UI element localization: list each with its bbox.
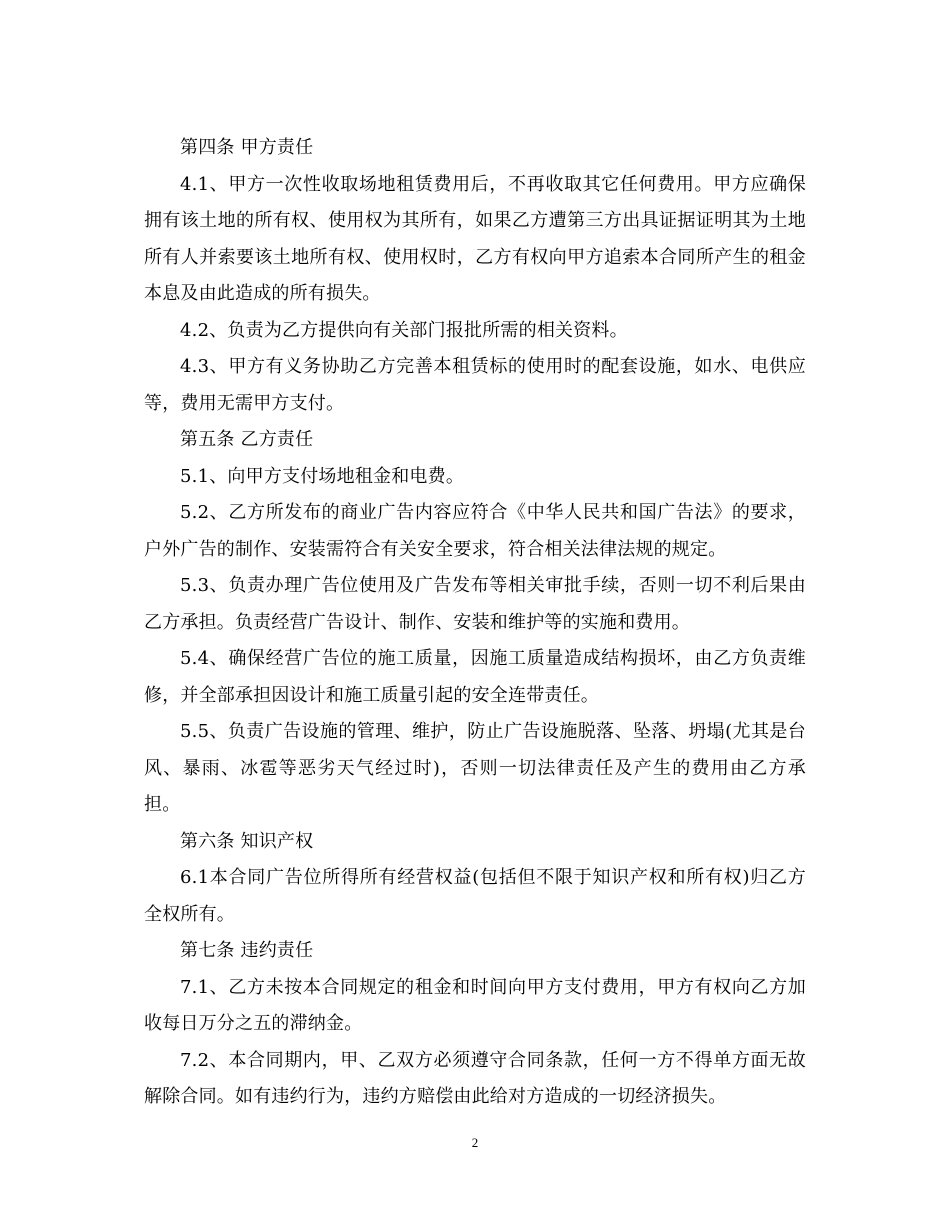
heading-article-4: 第四条 甲方责任 [180,137,314,158]
clause-4-2: 4.2、负责为乙方提供向有关部门报批所需的相关资料。 [180,319,628,341]
heading-article-6: 第六条 知识产权 [180,830,314,852]
clause-5-5: 5.5、负责广告设施的管理、维护，防止广告设施脱落、坠落、坍塌(尤其是台风、暴雨、冰雹等恶劣天气经过时)，否则一切法律责任及产生的费用由乙方承担。 [144,721,806,815]
clause-5-2: 5.2、乙方所发布的商业广告内容应符合《中华人民共和国广告法》的要求，户外广告的制作、安装需符合有关安全要求，符合相关法律法规的规定。 [144,502,806,560]
clause-4-3: 4.3、甲方有义务协助乙方完善本租赁标的使用时的配套设施，如水、电供应等，费用无需甲方支付。 [144,356,806,414]
clause-5-3: 5.3、负责办理广告位使用及广告发布等相关审批手续，否则一切不利后果由乙方承担。负责经营广告设计、制作、安装和维护等的实施和费用。 [144,575,806,633]
document-body [144,130,806,1116]
clause-5-1: 5.1、向甲方支付场地租金和电费。 [180,465,465,487]
clause-4-1: 4.1、甲方一次性收取场地租赁费用后，不再收取其它任何费用。甲方应确保拥有该土地的所有权、使用权为其所有，如果乙方遭第三方出具证据证明其为土地所有人并索要该土地所有权、使用权时，乙方有权向甲方追索本合同所产生的租金本息及由此造成的所有损失。 [144,173,806,304]
clause-7-1: 7.1、乙方未按本合同规定的租金和时间向甲方支付费用，甲方有权向乙方加收每日万分之五的滞纳金。 [144,976,806,1034]
clause-5-4: 5.4、确保经营广告位的施工质量，因施工质量造成结构损坏，由乙方负责维修，并全部承担因设计和施工质量引起的安全连带责任。 [144,648,806,706]
clause-7-2: 7.2、本合同期内，甲、乙双方必须遵守合同条款，任何一方不得单方面无故解除合同。如有违约行为，违约方赔偿由此给对方造成的一切经济损失。 [144,1049,806,1107]
heading-article-7: 第七条 违约责任 [180,940,314,961]
heading-article-5: 第五条 乙方责任 [180,429,314,450]
page-number: 2 [471,1135,479,1150]
clause-6-1: 6.1本合同广告位所得所有经营权益(包括但不限于知识产权和所有权)归乙方全权所有。 [144,867,806,925]
